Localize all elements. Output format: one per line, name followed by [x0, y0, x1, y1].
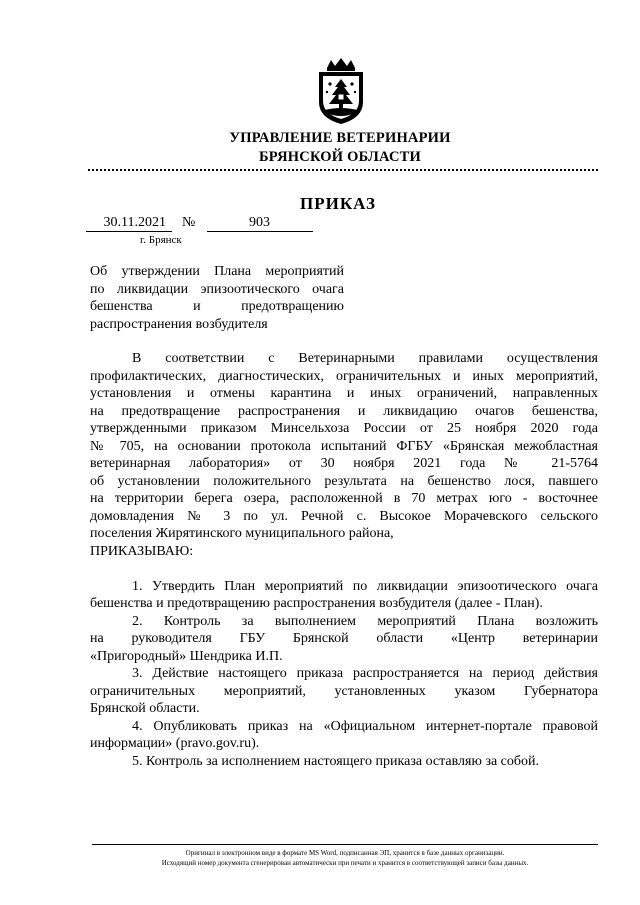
preamble-line: на территории берега озера, расположенной в 70 метрах юго - восточнее	[90, 491, 598, 506]
preamble-line: об установлении положительного результата на бешенство лося, павшего	[90, 473, 598, 489]
preamble-line: поселения Жирятинского муниципального района,	[90, 526, 394, 541]
subject-line: по ликвидации эпизоотического очага	[90, 281, 344, 297]
preamble-line: № 705, на основании протокола испытаний ФГБУ «Брянская межобластная	[90, 438, 598, 454]
document-subject	[90, 263, 344, 333]
subject-line: Об утверждении Плана мероприятий	[90, 264, 344, 279]
order-item-line: на руководителя ГБУ Брянской области «Центр ветеринарии	[90, 631, 598, 646]
preamble-line: установления и отмены карантина и иных ограничений, направленных	[90, 386, 598, 401]
order-item-line: 3. Действие настоящего приказа распространяется на период действия	[132, 666, 598, 681]
order-item-line: 4. Опубликовать приказ на «Официальном интернет-портале правовой	[132, 718, 598, 734]
order-item-line: 5. Контроль за исполнением настоящего приказа оставляю за собой.	[132, 753, 540, 769]
bryansk-coat-of-arms-icon	[313, 58, 369, 124]
order-item-line: бешенства и предотвращению распространения возбудителя (далее - План).	[90, 596, 543, 611]
order-item-line: 1. Утвердить План мероприятий по ликвидации эпизоотического очага	[132, 578, 598, 594]
preamble-line: профилактических, диагностических, ограничительных и иных мероприятий,	[90, 368, 598, 384]
subject-line: бешенства и предотвращению	[90, 299, 344, 314]
footer-note-line2: Исходящий номер документа сгенерирован автоматически при печати и хранится в соответствующей записи базы данных.	[161, 859, 529, 867]
order-item-line: ограничительных мероприятий, установленных указом Губернатора	[90, 683, 598, 699]
preamble-line: утвержденными приказом Минсельхоза России от 25 ноября 2020 года	[90, 421, 598, 436]
preamble-line: на предотвращение распространения и ликвидацию очагов бешенства,	[90, 403, 598, 419]
order-word: ПРИКАЗЫВАЮ:	[90, 543, 194, 559]
order-item-line: «Пригородный» Шендрика И.П.	[90, 648, 283, 664]
document-number: 903	[207, 214, 313, 232]
preamble-line: домовладения № 3 по ул. Речной с. Высокое Морачевского сельского	[90, 508, 598, 524]
organization-name-line2: БРЯНСКОЙ ОБЛАСТИ	[259, 149, 421, 165]
preamble-line: В соответствии с Ветеринарными правилами осуществления	[132, 351, 598, 366]
organization-name-line1: УПРАВЛЕНИЕ ВЕТЕРИНАРИИ	[229, 130, 451, 146]
footer-divider	[92, 844, 598, 845]
preamble-line: ветеринарная лаборатория» от 30 ноября 2021 года № 21-5764	[90, 456, 598, 471]
document-body	[90, 350, 598, 770]
footer-note-line1: Оригинал в электронном виде в формате MS Word, подписанная ЭП, хранится в базе данных организации.	[185, 849, 505, 857]
order-item-line: 2. Контроль за выполнением мероприятий Плана возложить	[132, 613, 598, 629]
document-date: 30.11.2021	[86, 214, 172, 232]
document-city: г. Брянск	[140, 234, 182, 246]
order-item-line: информации» (pravo.gov.ru).	[90, 736, 260, 751]
header-dotted-divider	[88, 169, 598, 171]
number-sign: №	[182, 215, 196, 230]
document-type-title: ПРИКАЗ	[300, 194, 376, 213]
order-item-line: Брянской области.	[90, 701, 200, 716]
subject-line: распространения возбудителя	[90, 316, 268, 332]
